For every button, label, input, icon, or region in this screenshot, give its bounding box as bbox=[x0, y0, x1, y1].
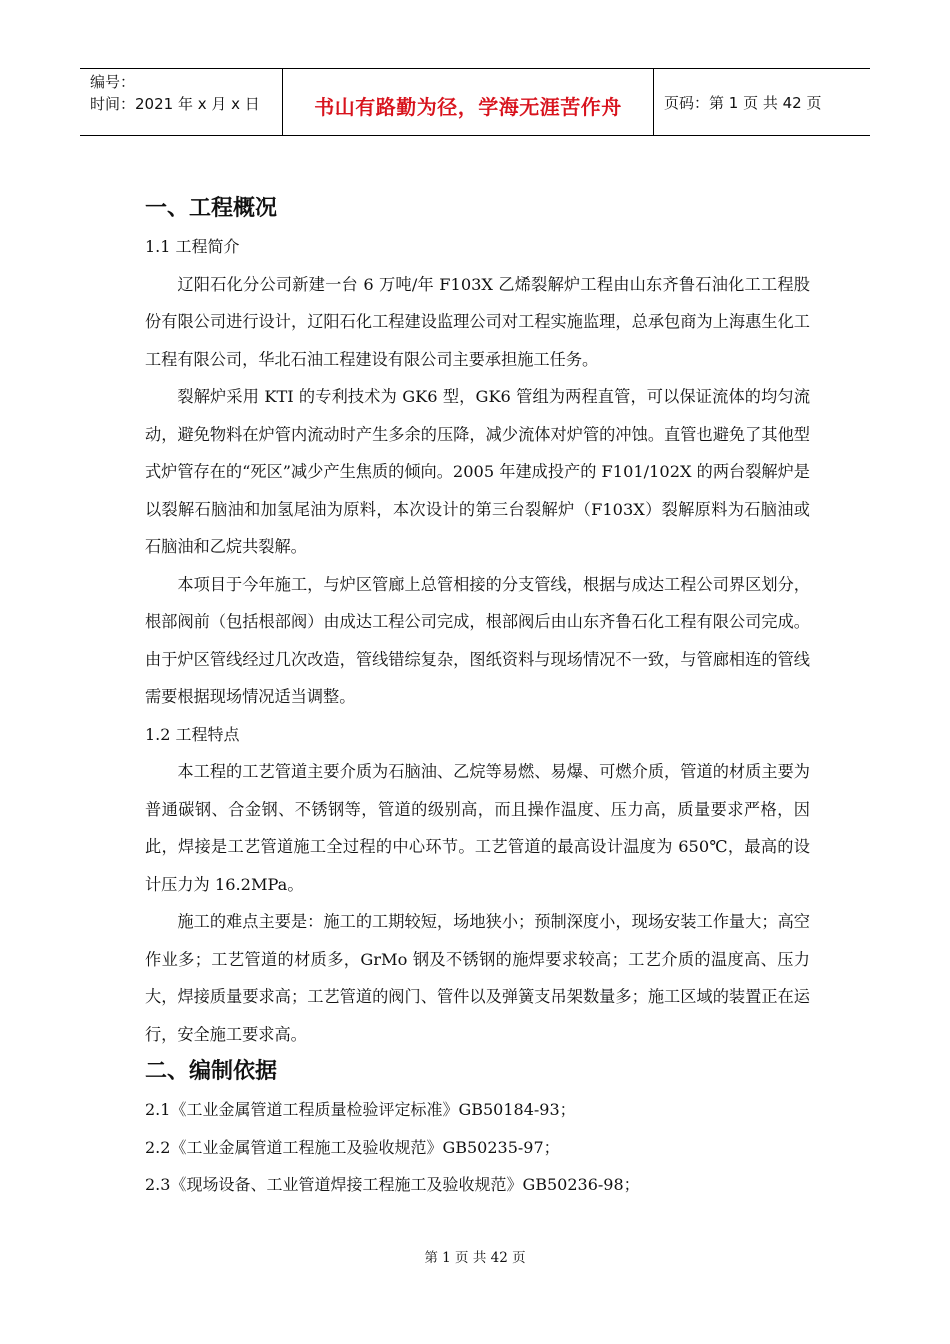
paragraph: 辽阳石化分公司新建一台 6 万吨/年 F103X 乙烯裂解炉工程由山东齐鲁石油化工工程股份有限公司进行设计，辽阳石化工程建设监理公司对工程实施监理，总承包商为上海惠生化工工程有限公司，华北石油工程建设有限公司主要承担施工任务。 bbox=[145, 274, 810, 369]
header-page-info: 页码：第 1 页 共 42 页 bbox=[664, 93, 822, 112]
paragraph: 本工程的工艺管道主要介质为石脑油、乙烷等易燃、易爆、可燃介质，管道的材质主要为普通碳钢、合金钢、不锈钢等，管道的级别高，而且操作温度、压力高，质量要求严格，因此，焊接是工艺管道施工全过程的中心环节。工艺管道的最高设计温度为 650℃，最高的设计压力为 16.2MPa。 bbox=[145, 762, 810, 894]
section-title-basis: 二、编制依据 bbox=[145, 1059, 278, 1084]
paragraph: 裂解炉采用 KTI 的专利技术为 GK6 型，GK6 管组为两程直管，可以保证流体的均匀流动，避免物料在炉管内流动时产生多余的压降，减少流体对炉管的冲蚀。直管也避免了其他型式炉管存在的“死区”减少产生焦质的倾向。2005 年建成投产的 F101/102X 的两台裂解炉是以裂解石脑油和加氢尾油为原料，本次设计的第三台裂解炉（F103X）裂解原料为石脑油或石脑油和乙烷共裂解。 bbox=[145, 387, 810, 556]
header-motto-cell bbox=[282, 69, 654, 135]
page-header bbox=[80, 68, 870, 136]
reference-item: 2.3《现场设备、工业管道焊接工程施工及验收规范》GB50236-98； bbox=[145, 1175, 640, 1194]
paragraph: 本项目于今年施工，与炉区管廊上总管相接的分支管线，根据与成达工程公司界区划分，根部阀前（包括根部阀）由成达工程公司完成，根部阀后由山东齐鲁石化工程有限公司完成。由于炉区管线经过几次改造，管线错综复杂，图纸资料与现场情况不一致，与管廊相连的管线需要根据现场情况适当调整。 bbox=[145, 574, 810, 706]
document-time-label: 时间：2021 年 x 月 x 日 bbox=[90, 95, 260, 113]
reference-item: 2.1《工业金属管道工程质量检验评定标准》GB50184-93； bbox=[145, 1100, 576, 1119]
document-number-label: 编号： bbox=[90, 73, 136, 91]
document-body bbox=[145, 190, 810, 1204]
header-meta bbox=[80, 69, 282, 135]
header-motto: 书山有路勤为径，学海无涯苦作舟 bbox=[314, 94, 622, 119]
page-footer: 第 1 页 共 42 页 bbox=[424, 1250, 526, 1266]
subsection-title-intro: 1.1 工程简介 bbox=[145, 237, 240, 256]
reference-item: 2.2《工业金属管道工程施工及验收规范》GB50235-97； bbox=[145, 1137, 560, 1157]
section-title-overview: 一、工程概况 bbox=[145, 196, 278, 221]
paragraph: 施工的难点主要是：施工的工期较短，场地狭小；预制深度小，现场安装工作量大；高空作业多；工艺管道的材质多，GrMo 钢及不锈钢的施焊要求较高；工艺介质的温度高、压力大，焊接质量要求高；工艺管道的阀门、管件以及弹簧支吊架数量多；施工区域的装置正在运行，安全施工要求高。 bbox=[145, 912, 810, 1044]
subsection-title-features: 1.2 工程特点 bbox=[145, 724, 240, 744]
